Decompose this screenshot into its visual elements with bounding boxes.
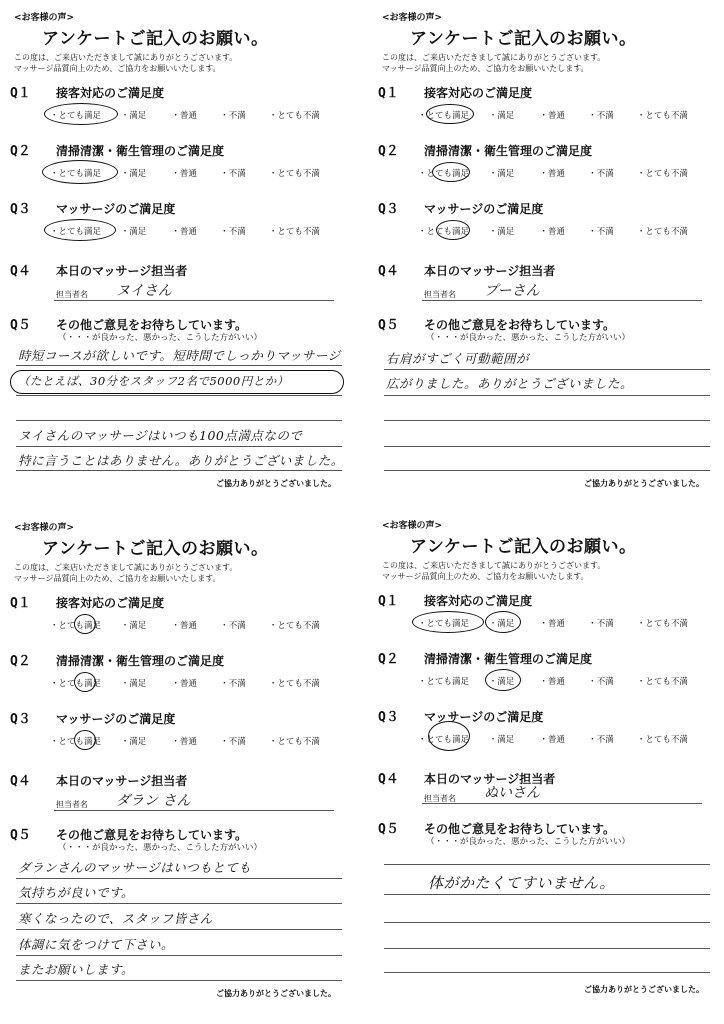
- card-title: アンケートご記入のお願い。: [410, 537, 637, 557]
- voice-tag: <お客様の声>: [382, 13, 443, 23]
- q3-option-normal[interactable]: ・普通: [539, 735, 565, 745]
- thanks-text: ご協力ありがとうございました。: [216, 989, 336, 998]
- intro-text: この度は、ご来店いただきまして誠にありがとうございます。 マッサージ品質向上のため、ご協力をお願いいたします。: [14, 53, 238, 73]
- q5-subtitle: （・・・が良かった、悪かった、こうした方がいい）: [58, 333, 263, 343]
- q5-subtitle: （・・・が良かった、悪かった、こうした方がいい）: [426, 333, 631, 343]
- comment-line-2: 広がりました。ありがとうございました。: [386, 376, 634, 391]
- comment-line-5: 特に言うことはありません。ありがとうございました。: [18, 453, 344, 468]
- q3-options: [50, 735, 320, 747]
- voice-tag: <お客様の声>: [382, 521, 443, 531]
- q1-options: [50, 619, 320, 631]
- q2-options: [50, 167, 320, 179]
- staff-name: ダラン さん: [116, 793, 191, 809]
- q1-option-normal[interactable]: ・普通: [171, 111, 197, 121]
- q3-option-dissatisfied[interactable]: ・不満: [588, 735, 614, 745]
- q3-option-very-satisfied[interactable]: ・とても満足: [50, 225, 118, 237]
- q1-heading: Q１ 接客対応のご満足度: [10, 86, 165, 101]
- writing-line: [16, 955, 342, 956]
- q1-option-satisfied[interactable]: ・満足: [120, 621, 147, 631]
- staff-label: 担当者名: [424, 794, 456, 803]
- staff-underline: [422, 300, 702, 301]
- q2-option-satisfied[interactable]: ・満足: [120, 169, 147, 179]
- q1-option-very-satisfied[interactable]: ・とても満足: [50, 109, 118, 121]
- q3-option-dissatisfied[interactable]: ・不満: [588, 227, 614, 237]
- q1-option-very-satisfied[interactable]: ・とても満足: [50, 619, 118, 631]
- card-title: アンケートご記入のお願い。: [410, 29, 637, 49]
- comment-line-4: ヌイさんのマッサージはいつも100点満点なので: [18, 428, 303, 443]
- q1-option-very-dissatisfied[interactable]: ・とても不満: [636, 111, 688, 121]
- q2-heading: Q２ 清掃清潔・衛生管理のご満足度: [10, 144, 225, 159]
- q3-option-satisfied[interactable]: ・満足: [488, 227, 515, 237]
- q3-option-very-dissatisfied[interactable]: ・とても不満: [636, 735, 688, 745]
- q2-option-normal[interactable]: ・普通: [171, 169, 197, 179]
- q2-option-satisfied[interactable]: ・満足: [488, 169, 515, 179]
- q1-option-dissatisfied[interactable]: ・不満: [220, 111, 246, 121]
- q2-option-dissatisfied[interactable]: ・不満: [588, 169, 614, 179]
- q1-heading: Q１ 接客対応のご満足度: [10, 596, 165, 611]
- comment-line-1: 時短コースが欲しいです。短時間でしっかりマッサージ: [18, 348, 341, 363]
- q3-option-very-dissatisfied[interactable]: ・とても不満: [636, 227, 688, 237]
- q1-option-satisfied[interactable]: ・満足: [120, 111, 147, 121]
- writing-line: [16, 446, 342, 447]
- q1-options: [418, 617, 688, 629]
- q3-heading: Q３ マッサージのご満足度: [378, 710, 544, 725]
- q3-option-very-satisfied[interactable]: ・とても満足: [418, 733, 486, 745]
- voice-tag: <お客様の声>: [14, 13, 75, 23]
- q3-option-satisfied[interactable]: ・満足: [120, 227, 147, 237]
- q2-option-very-dissatisfied[interactable]: ・とても不満: [636, 677, 688, 687]
- writing-line: [16, 395, 342, 396]
- writing-line: [384, 948, 710, 949]
- staff-name: プーさん: [484, 283, 540, 299]
- writing-line: [16, 903, 342, 904]
- intro-text: この度は、ご来店いただきまして誠にありがとうございます。 マッサージ品質向上のため、ご協力をお願いいたします。: [14, 563, 238, 583]
- survey-card-1: [4, 4, 354, 504]
- q2-option-dissatisfied[interactable]: ・不満: [220, 169, 246, 179]
- q5-subtitle: （・・・が良かった、悪かった、こうした方がいい）: [426, 837, 631, 847]
- comment-line-4: 体調に気をつけて下さい。: [18, 937, 175, 952]
- q2-option-dissatisfied[interactable]: ・不満: [220, 679, 246, 689]
- q2-options: [418, 675, 688, 687]
- q2-option-very-dissatisfied[interactable]: ・とても不満: [636, 169, 688, 179]
- q3-option-very-dissatisfied[interactable]: ・とても不満: [268, 227, 320, 237]
- q2-option-very-satisfied[interactable]: ・とても満足: [50, 167, 118, 179]
- q1-option-normal[interactable]: ・普通: [171, 621, 197, 631]
- q3-option-very-dissatisfied[interactable]: ・とても不満: [268, 737, 320, 747]
- q3-heading: Q３ マッサージのご満足度: [10, 202, 176, 217]
- q1-option-very-dissatisfied[interactable]: ・とても不満: [636, 619, 688, 629]
- q4-heading: Q４ 本日のマッサージ担当者: [10, 774, 188, 789]
- q2-option-normal[interactable]: ・普通: [539, 677, 565, 687]
- q1-option-very-satisfied[interactable]: ・とても満足: [418, 617, 486, 629]
- q3-option-normal[interactable]: ・普通: [171, 227, 197, 237]
- q1-options: [50, 109, 320, 121]
- thanks-text: ご協力ありがとうございました。: [584, 479, 704, 488]
- writing-line: [16, 470, 342, 471]
- q4-heading: Q４ 本日のマッサージ担当者: [378, 772, 556, 787]
- voice-tag: <お客様の声>: [14, 523, 75, 533]
- q1-option-very-dissatisfied[interactable]: ・とても不満: [268, 621, 320, 631]
- writing-line: [16, 980, 342, 981]
- q2-option-very-dissatisfied[interactable]: ・とても不満: [268, 679, 320, 689]
- writing-line: [384, 420, 710, 421]
- comment-line-1: ダランさんのマッサージはいつもとても: [18, 860, 252, 875]
- q1-option-normal[interactable]: ・普通: [539, 619, 565, 629]
- card-title: アンケートご記入のお願い。: [42, 539, 269, 559]
- q5-heading: Q５ その他ご意見をお待ちしています。: [378, 822, 616, 837]
- writing-line: [16, 929, 342, 930]
- q2-heading: Q２ 清掃清潔・衛生管理のご満足度: [378, 144, 593, 159]
- q3-heading: Q３ マッサージのご満足度: [10, 712, 176, 727]
- staff-label: 担当者名: [424, 290, 456, 299]
- q1-option-normal[interactable]: ・普通: [539, 111, 565, 121]
- staff-label: 担当者名: [56, 290, 88, 299]
- q2-heading: Q２ 清掃清潔・衛生管理のご満足度: [10, 654, 225, 669]
- survey-card-4: [372, 512, 722, 1012]
- q3-options: [418, 733, 688, 745]
- comment-line-1: 右肩がすごく可動範囲が: [386, 351, 530, 366]
- q1-option-satisfied[interactable]: ・満足: [489, 617, 537, 629]
- q5-heading: Q５ その他ご意見をお待ちしています。: [10, 318, 248, 333]
- writing-line: [384, 446, 710, 447]
- staff-underline: [54, 810, 334, 811]
- writing-line: [384, 369, 710, 370]
- thanks-text: ご協力ありがとうございました。: [216, 479, 336, 488]
- q2-option-dissatisfied[interactable]: ・不満: [588, 677, 614, 687]
- writing-line: [16, 365, 342, 366]
- q5-heading: Q５ その他ご意見をお待ちしています。: [10, 828, 248, 843]
- q2-heading: Q２ 清掃清潔・衛生管理のご満足度: [378, 652, 593, 667]
- q3-option-satisfied[interactable]: ・満足: [120, 737, 147, 747]
- q2-options: [50, 677, 320, 689]
- writing-line: [16, 420, 342, 421]
- thanks-text: ご協力ありがとうございました。: [584, 985, 704, 994]
- staff-name: ヌイさん: [116, 283, 172, 299]
- comment-line-5: またお願いします。: [18, 962, 135, 977]
- q3-option-satisfied[interactable]: ・満足: [488, 735, 515, 745]
- q3-option-very-satisfied[interactable]: ・とても満足: [50, 735, 118, 747]
- intro-text: この度は、ご来店いただきまして誠にありがとうございます。 マッサージ品質向上のため、ご協力をお願いいたします。: [382, 561, 606, 581]
- q2-option-very-satisfied[interactable]: ・とても満足: [418, 677, 470, 687]
- q3-heading: Q３ マッサージのご満足度: [378, 202, 544, 217]
- comment-line-2: 気持ちが良いです。: [18, 885, 135, 900]
- comment-line-2: 体がかたくてすいません。: [428, 874, 615, 892]
- q3-option-dissatisfied[interactable]: ・不満: [220, 227, 246, 237]
- comment-line-2: （たとえば、30分をスタッフ2名で5000円とか）: [18, 374, 289, 388]
- q2-option-very-satisfied[interactable]: ・とても満足: [418, 167, 486, 179]
- q1-option-dissatisfied[interactable]: ・不満: [588, 619, 614, 629]
- q3-option-dissatisfied[interactable]: ・不満: [220, 737, 246, 747]
- q5-heading: Q５ その他ご意見をお待ちしています。: [378, 318, 616, 333]
- q1-options: [418, 109, 688, 121]
- writing-line: [384, 922, 710, 923]
- writing-line: [384, 395, 710, 396]
- survey-card-3: [4, 514, 354, 1014]
- q2-option-normal[interactable]: ・普通: [171, 679, 197, 689]
- writing-line: [384, 972, 710, 973]
- q1-heading: Q１ 接客対応のご満足度: [378, 594, 533, 609]
- q1-option-very-satisfied[interactable]: ・とても満足: [418, 109, 486, 121]
- staff-name: ぬいさん: [484, 785, 540, 801]
- staff-label: 担当者名: [56, 800, 88, 809]
- q3-option-very-satisfied[interactable]: ・とても満足: [418, 225, 486, 237]
- q1-option-very-dissatisfied[interactable]: ・とても不満: [268, 111, 320, 121]
- writing-line: [384, 864, 710, 865]
- q5-subtitle: （・・・が良かった、悪かった、こうした方がいい）: [58, 843, 263, 853]
- q3-options: [418, 225, 688, 237]
- writing-line: [16, 878, 342, 879]
- intro-text: この度は、ご来店いただきまして誠にありがとうございます。 マッサージ品質向上のため、ご協力をお願いいたします。: [382, 53, 606, 73]
- q3-option-normal[interactable]: ・普通: [171, 737, 197, 747]
- survey-card-2: [372, 4, 722, 504]
- q1-heading: Q１ 接客対応のご満足度: [378, 86, 533, 101]
- q2-options: [418, 167, 688, 179]
- q3-options: [50, 225, 320, 237]
- writing-line: [384, 470, 710, 471]
- comment-line-3: 寒くなったので、スタッフ皆さん: [18, 911, 213, 926]
- q2-option-satisfied[interactable]: ・満足: [120, 679, 147, 689]
- staff-underline: [54, 300, 334, 301]
- q1-option-dissatisfied[interactable]: ・不満: [588, 111, 614, 121]
- writing-line: [384, 894, 710, 895]
- q4-heading: Q４ 本日のマッサージ担当者: [10, 264, 188, 279]
- q2-option-normal[interactable]: ・普通: [539, 169, 565, 179]
- card-title: アンケートご記入のお願い。: [42, 29, 269, 49]
- staff-underline: [422, 803, 702, 804]
- q3-option-normal[interactable]: ・普通: [539, 227, 565, 237]
- q4-heading: Q４ 本日のマッサージ担当者: [378, 264, 556, 279]
- q2-option-very-satisfied[interactable]: ・とても満足: [50, 677, 118, 689]
- q2-option-very-dissatisfied[interactable]: ・とても不満: [268, 169, 320, 179]
- q1-option-dissatisfied[interactable]: ・不満: [220, 621, 246, 631]
- q2-option-satisfied[interactable]: ・満足: [489, 675, 537, 687]
- q1-option-satisfied[interactable]: ・満足: [488, 111, 515, 121]
